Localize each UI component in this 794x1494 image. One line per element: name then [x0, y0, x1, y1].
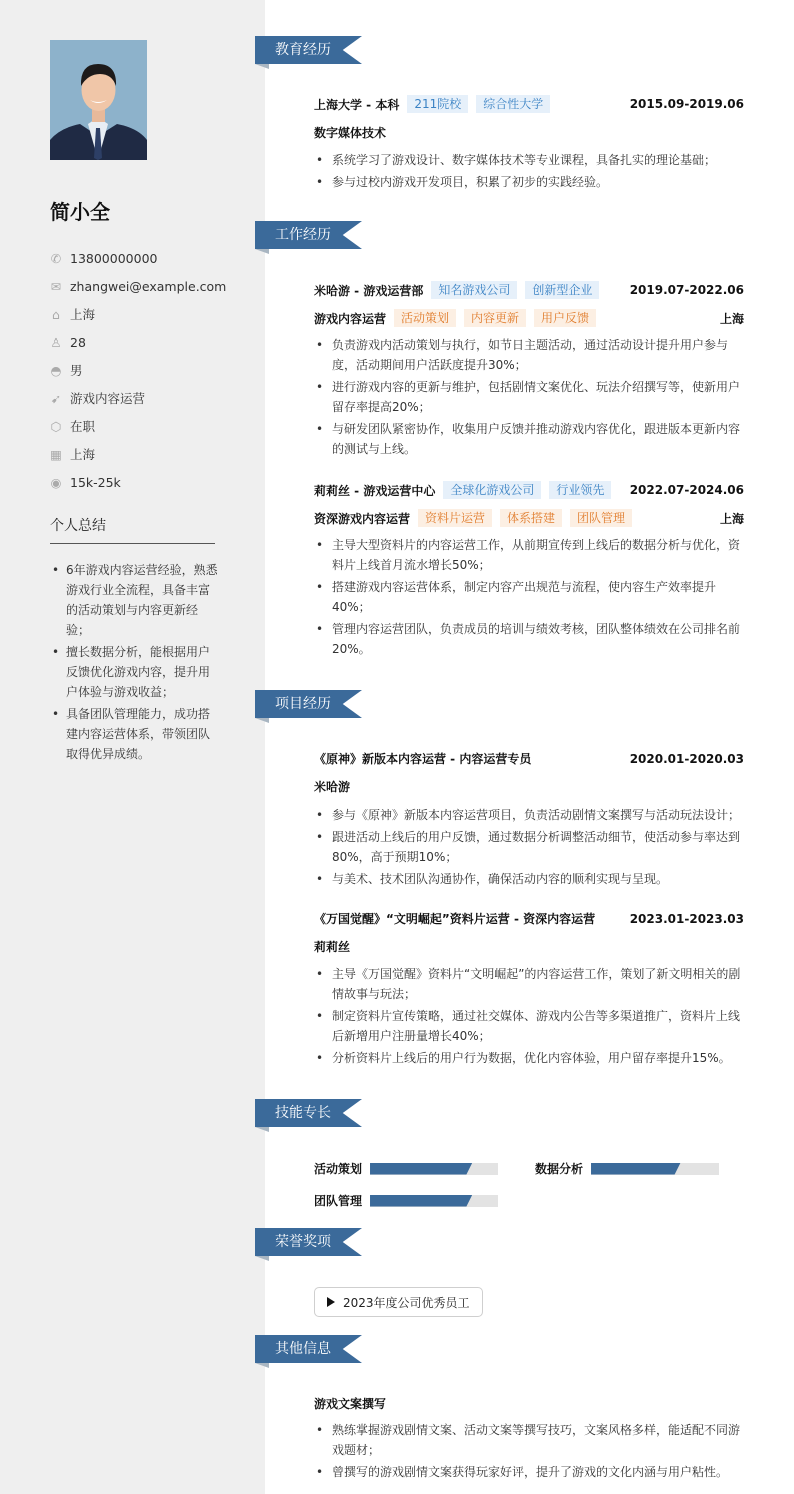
gender-icon: ◓	[50, 362, 62, 378]
skill-bar-fill	[370, 1195, 472, 1207]
project-title: 《原神》新版本内容运营 - 内容运营专员	[314, 752, 532, 766]
list-item: • 参与《原神》新版本内容运营项目，负责活动剧情文案撰写与活动玩法设计；	[314, 805, 744, 825]
work-row	[314, 481, 744, 499]
home-icon: ⌂	[52, 306, 60, 322]
award-name: 2023年度公司优秀员工	[343, 1295, 470, 1310]
contact-info-text: 上海	[70, 447, 96, 462]
list-item: • 搭建游戏内容运营体系，制定内容产出规范与流程，使内容生产效率提升40%；	[314, 577, 744, 617]
list-item: • 主导大型资料片的内容运营工作，从前期宣传到上线后的数据分析与优化，资料片上线首月流水增长50%；	[314, 535, 744, 575]
candidate-name: 简小全	[50, 200, 110, 224]
role-tag: 团队管理	[570, 509, 632, 527]
list-item: • 参与过校内游戏开发项目，积累了初步的实践经验。	[314, 172, 744, 192]
contact-info-row	[50, 328, 250, 356]
project-date: 2023.01-2023.03	[629, 911, 744, 926]
skill-name: 团队管理	[314, 1194, 363, 1208]
skill-item	[314, 1192, 498, 1209]
summary-item: • 擅长数据分析，能根据用户反馈优化游戏内容，提升用户体验与游戏收益；	[50, 642, 220, 702]
section-title: 技能专长	[275, 1105, 331, 1121]
work-role-row	[314, 309, 744, 327]
contact-info-row	[50, 272, 250, 300]
city-icon: ▦	[50, 446, 62, 462]
role-tag: 资料片运营	[418, 509, 492, 527]
section-header-honors	[255, 1228, 362, 1256]
list-item: • 熟练掌握游戏剧情文案、活动文案等撰写技巧，文案风格多样，能适配不同游戏题材；	[314, 1420, 744, 1460]
section-title: 教育经历	[275, 42, 331, 58]
avatar-photo	[50, 40, 147, 160]
section-header-work	[255, 221, 362, 249]
work-date: 2022.07-2024.06	[629, 483, 744, 497]
role-tag: 内容更新	[464, 309, 526, 327]
education-date: 2015.09-2019.06	[629, 97, 744, 111]
list-item: • 曾撰写的游戏剧情文案获得玩家好评，提升了游戏的文化内涵与用户粘性。	[314, 1462, 744, 1482]
work-location: 上海	[719, 311, 744, 326]
education-major	[314, 124, 744, 141]
role-tag: 用户反馈	[534, 309, 596, 327]
project-row	[314, 750, 744, 767]
company-name: 米哈游 - 游戏运营部	[314, 283, 424, 298]
list-item: • 跟进活动上线后的用户反馈，通过数据分析调整活动细节，使活动参与率达到80%，高于预期10%；	[314, 827, 744, 867]
project-company-row	[314, 778, 744, 795]
work-row	[314, 281, 744, 299]
company-name: 莉莉丝 - 游戏运营中心	[314, 483, 436, 498]
contact-info-row	[50, 356, 250, 384]
award-item	[314, 1287, 483, 1317]
list-item: • 进行游戏内容的更新与维护，包括剧情文案优化、玩法介绍撰写等，使新用户留存率提高20%；	[314, 377, 744, 417]
contact-info-text: zhangwei@example.com	[70, 278, 227, 294]
section-title: 荣誉奖项	[275, 1234, 331, 1250]
summary-item: • 具备团队管理能力，成功搭建内容运营体系，带领团队取得优异成绩。	[50, 704, 220, 764]
list-item: • 与美术、技术团队沟通协作，确保活动内容的顺利实现与呈现。	[314, 869, 744, 889]
school-tag: 211院校	[407, 95, 468, 113]
skill-bar	[370, 1195, 498, 1207]
list-item: • 管理内容运营团队，负责成员的培训与绩效考核，团队整体绩效在公司排名前20%。	[314, 619, 744, 659]
major-name: 数字媒体技术	[314, 126, 387, 140]
contact-info-row	[50, 384, 250, 412]
sidebar	[0, 0, 265, 1494]
list-item: • 主导《万国觉醒》资料片“文明崛起”的内容运营工作，策划了新文明相关的剧情故事与玩法；	[314, 964, 744, 1004]
project-bullets	[314, 805, 744, 891]
company-tag: 知名游戏公司	[431, 281, 517, 299]
skill-bar	[370, 1163, 498, 1175]
company-tag: 行业领先	[549, 481, 611, 499]
role-name: 游戏内容运营	[314, 311, 387, 326]
contact-info-row	[50, 440, 250, 468]
contact-info-text: 13800000000	[70, 250, 158, 266]
company-tag: 全球化游戏公司	[443, 481, 541, 499]
contact-info-text: 15k-25k	[70, 474, 121, 490]
skill-item	[314, 1160, 498, 1177]
section-title: 项目经历	[275, 696, 331, 712]
mail-icon: ✉	[50, 278, 62, 294]
contact-info-row	[50, 468, 250, 496]
work-role-row	[314, 509, 744, 527]
skill-name: 数据分析	[535, 1162, 584, 1176]
project-company: 莉莉丝	[314, 940, 351, 954]
work-bullets	[314, 335, 744, 461]
contact-info-text: 在职	[70, 419, 96, 434]
section-header-education	[255, 36, 362, 64]
work-date: 2019.07-2022.06	[629, 283, 744, 297]
list-item: • 负责游戏内活动策划与执行，如节日主题活动，通过活动设计提升用户参与度，活动期间用户活跃度提升30%；	[314, 335, 744, 375]
list-item: • 分析资料片上线后的用户行为数据，优化内容体验，用户留存率提升15%。	[314, 1048, 744, 1068]
contact-info-text: 上海	[70, 307, 96, 322]
skill-item	[535, 1160, 719, 1177]
project-company-row	[314, 938, 744, 955]
project-title: 《万国觉醒》“文明崛起”资料片运营 - 资深内容运营	[314, 912, 596, 926]
project-bullets	[314, 964, 744, 1070]
work-bullets	[314, 535, 744, 661]
summary-title: 个人总结	[50, 518, 106, 534]
other-title: 游戏文案撰写	[314, 1397, 387, 1411]
education-row	[314, 95, 744, 113]
contact-info-row	[50, 412, 250, 440]
summary-item: • 6年游戏内容运营经验，熟悉游戏行业全流程，具备丰富的活动策划与内容更新经验；	[50, 560, 220, 640]
age-icon: ♙	[50, 334, 62, 350]
school-name: 上海大学 - 本科	[314, 97, 400, 112]
section-title: 工作经历	[275, 227, 331, 243]
school-tag: 综合性大学	[476, 95, 550, 113]
contact-info-text: 男	[70, 363, 83, 378]
contact-info-text: 游戏内容运营	[70, 391, 146, 406]
skill-bar-fill	[370, 1163, 472, 1175]
education-bullets	[314, 150, 744, 194]
status-icon: ⬡	[50, 418, 62, 434]
skill-bar	[591, 1163, 719, 1175]
skill-bar-fill	[591, 1163, 681, 1175]
role-name: 资深游戏内容运营	[314, 511, 411, 526]
work-location: 上海	[719, 511, 744, 526]
section-title: 其他信息	[275, 1341, 331, 1357]
project-row	[314, 910, 744, 927]
avatar-portrait-image	[50, 40, 147, 160]
company-tag: 创新型企业	[525, 281, 599, 299]
other-title-row	[314, 1395, 744, 1412]
phone-icon: ✆	[50, 250, 62, 266]
salary-icon: ◉	[50, 474, 62, 490]
role-tag: 体系搭建	[500, 509, 562, 527]
role-tag: 活动策划	[394, 309, 456, 327]
summary-list	[50, 560, 220, 766]
contact-info-row	[50, 244, 250, 272]
target-job-icon: ➹	[50, 390, 62, 406]
list-item: • 与研发团队紧密协作，收集用户反馈并推动游戏内容优化，跟进版本更新内容的测试与上线。	[314, 419, 744, 459]
triangle-bullet-icon	[327, 1297, 335, 1307]
section-header-skills	[255, 1099, 362, 1127]
project-company: 米哈游	[314, 780, 351, 794]
other-bullets	[314, 1420, 744, 1484]
list-item: • 系统学习了游戏设计、数字媒体技术等专业课程，具备扎实的理论基础；	[314, 150, 744, 170]
project-date: 2020.01-2020.03	[629, 751, 744, 766]
contact-info-text: 28	[70, 334, 86, 350]
contact-info-list	[50, 244, 250, 496]
section-header-other	[255, 1335, 362, 1363]
list-item: • 制定资料片宣传策略，通过社交媒体、游戏内公告等多渠道推广，资料片上线后新增用户注册量增长40%；	[314, 1006, 744, 1046]
summary-divider	[50, 543, 215, 544]
contact-info-row	[50, 300, 250, 328]
skill-name: 活动策划	[314, 1162, 363, 1176]
section-header-project	[255, 690, 362, 718]
